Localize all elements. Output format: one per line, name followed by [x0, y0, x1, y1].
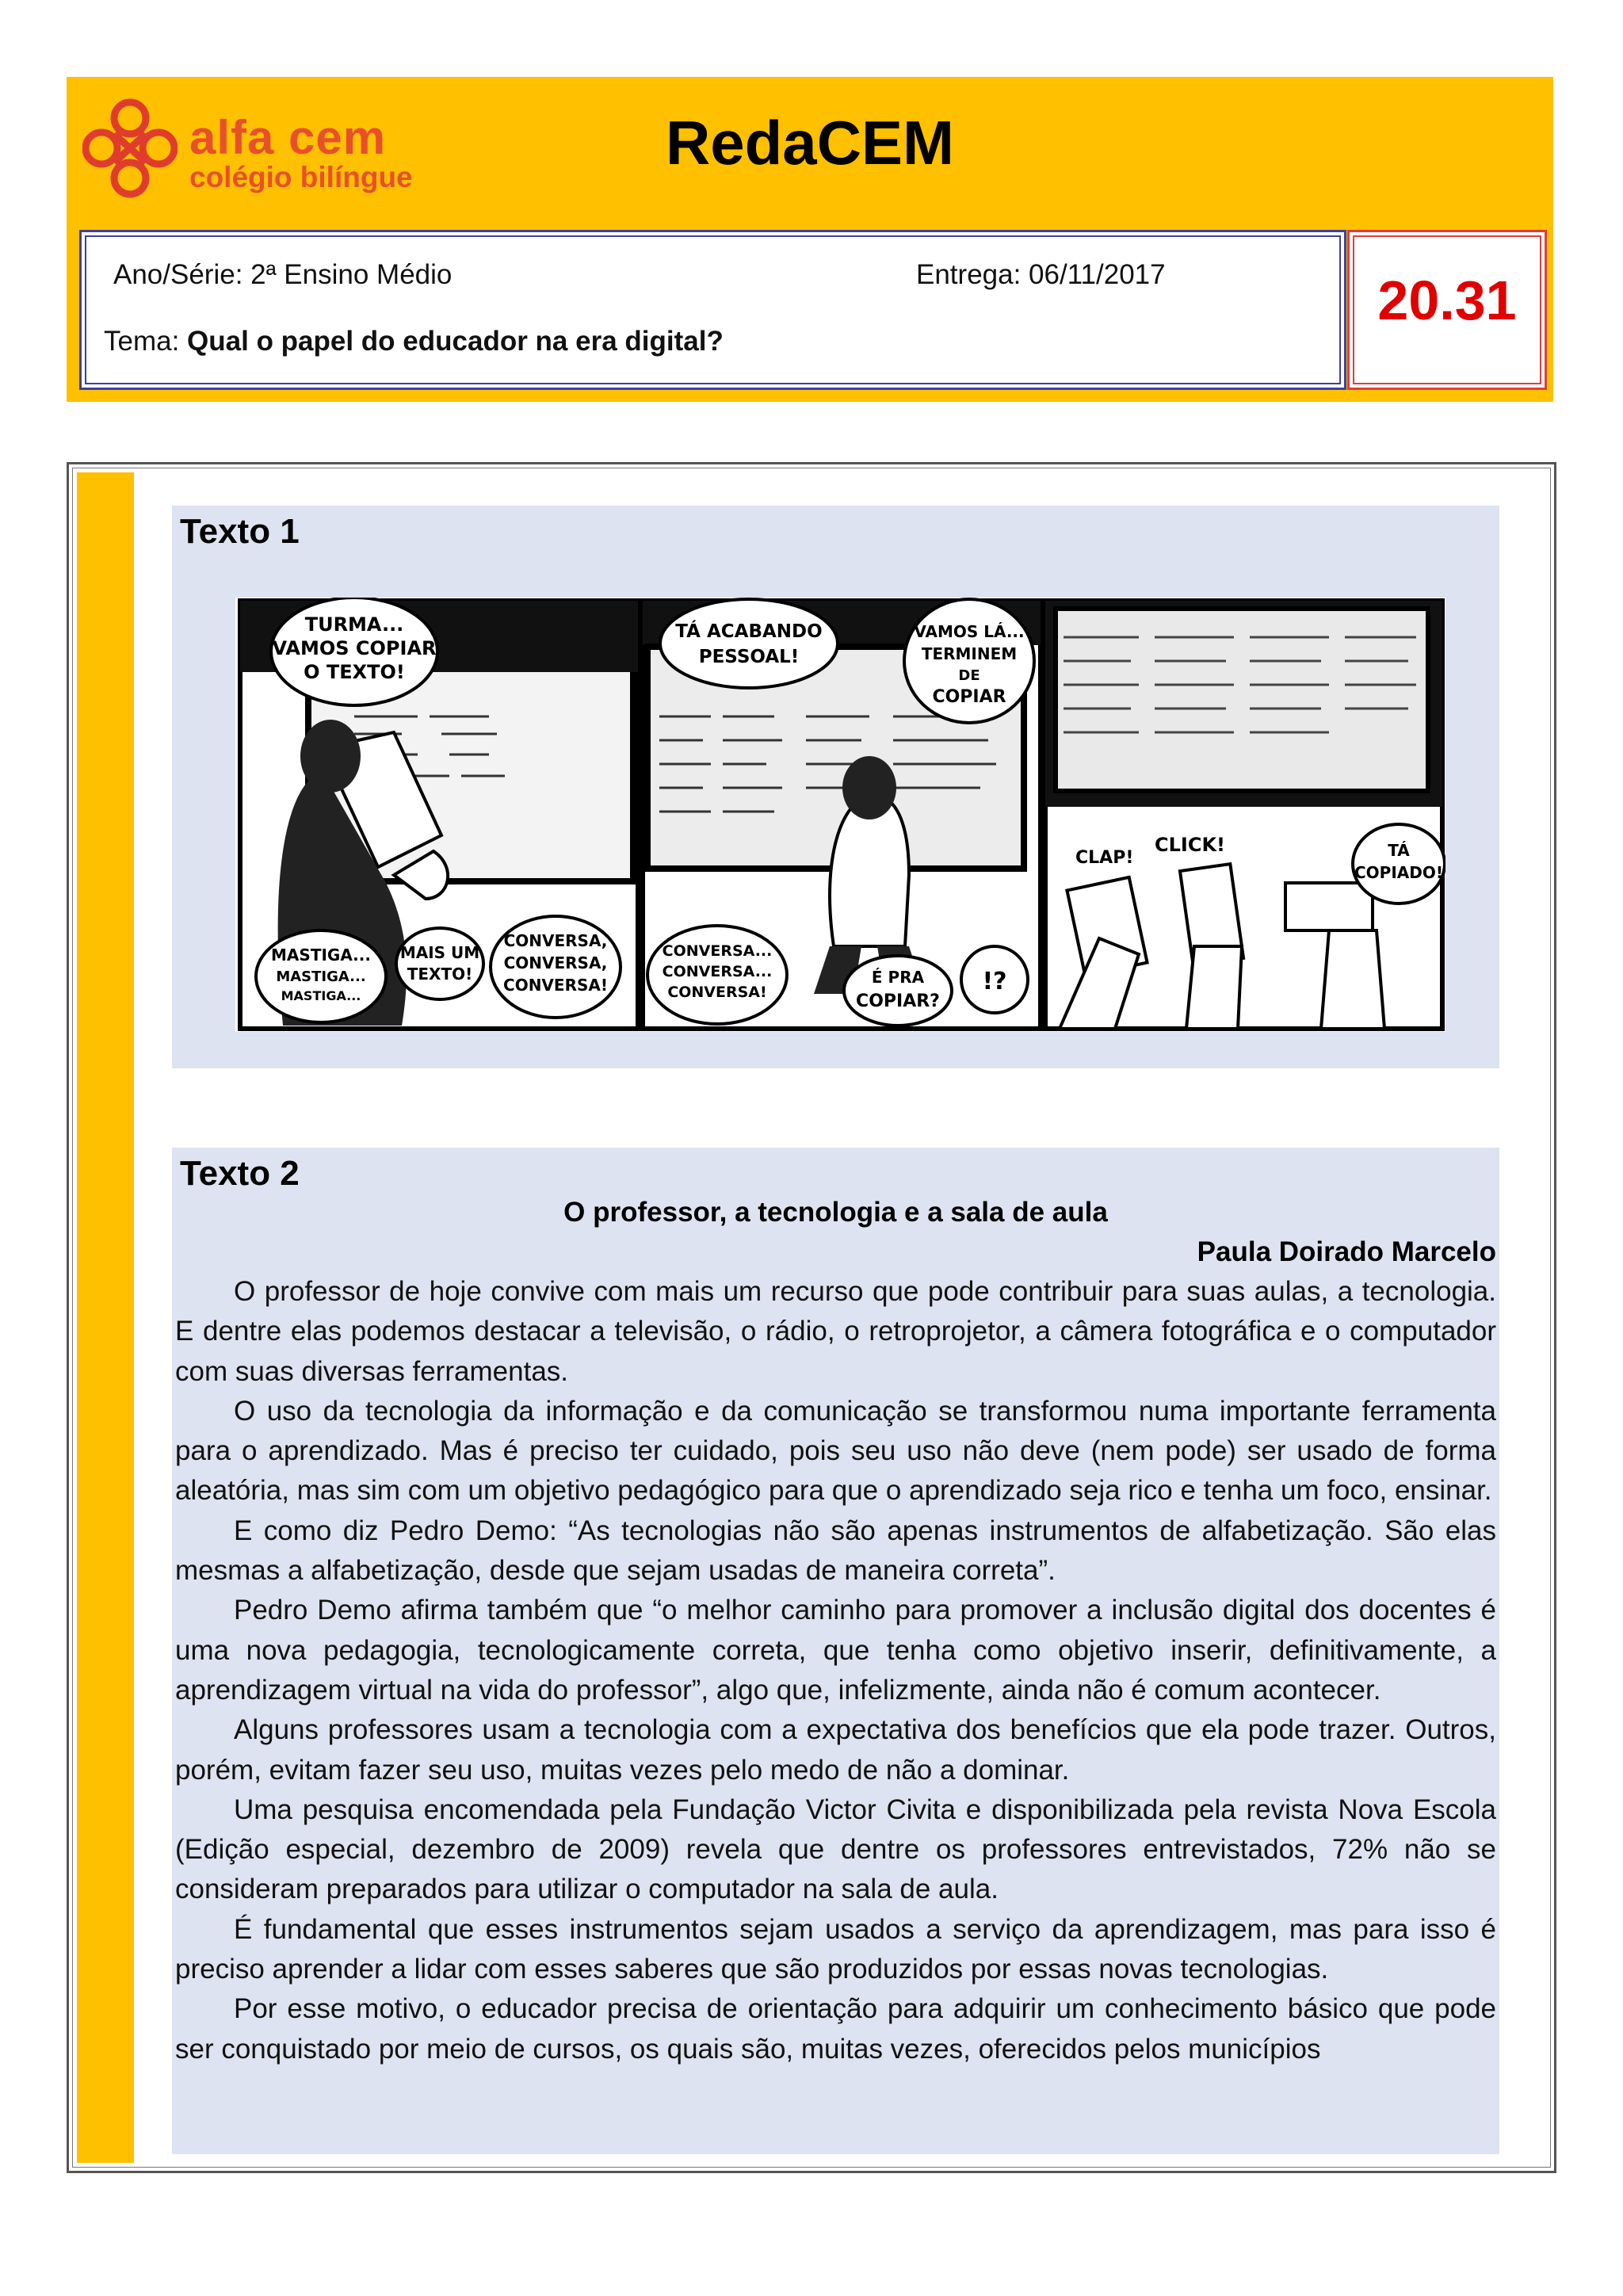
content-frame [67, 462, 1556, 2173]
p2-speech1-1: TÁ ACABANDO [675, 621, 823, 642]
p1-bottom2-1: MAIS UM [399, 943, 480, 962]
texto2-title: Texto 2 [180, 1154, 300, 1193]
p2-bottom1-3: CONVERSA! [667, 984, 767, 1001]
p3-done-2: COPIADO! [1354, 863, 1443, 882]
article-author: Paula Doirado Marcelo [1197, 1236, 1496, 1267]
theme-text: Qual o papel do educador na era digital? [187, 326, 724, 357]
paragraph: O uso da tecnologia da informação e da comunicação se transformou numa importante ferramenta para o aprendizado. Mas é preciso ter cuidado, pois seu uso não deve (nem pode) ser usado de forma aleatória, mas sim com um objetivo pedagógico para que o aprendizado seja rico e tenha um foco, ensinar. [175, 1395, 1496, 1507]
p1-bottom2-2: TEXTO! [407, 965, 473, 984]
comic-panel-2 [643, 599, 1041, 1029]
texto2-section [172, 1148, 1499, 2154]
page-title: RedaCEM [665, 108, 955, 178]
article-body [175, 1272, 1496, 2069]
p1-bottom3-1: CONVERSA, [503, 931, 608, 950]
p3-click: CLICK! [1155, 834, 1225, 856]
theme-line [104, 326, 724, 357]
paragraph: É fundamental que esses instrumentos sejam usados a serviço da aprendizagem, mas para isso é preciso aprender a lidar com esses saberes que são produzidos por essas novas tecnologias. [175, 1913, 1496, 1985]
comic-panel-3 [1045, 601, 1445, 1029]
info-box [79, 230, 1346, 390]
p1-speech-3: O TEXTO! [304, 661, 405, 683]
comic-panel-1 [240, 598, 638, 1029]
paragraph: Por esse motivo, o educador precisa de orientação para adquirir um conhecimento básico que pode ser conquistado por meio de cursos, os quais são, muitas vezes, oferecidos pelos municípios [175, 1993, 1496, 2065]
p1-speech-1: TURMA... [304, 613, 404, 636]
paragraph: O professor de hoje convive com mais um recurso que pode contribuir para suas aulas, a tecnologia. E dentre elas podemos destacar a televisão, o rádio, o retroprojetor, a câmera fotográfica e o computador com suas diversas ferramentas. [175, 1276, 1496, 1387]
p1-speech-2: VAMOS COPIAR [272, 637, 437, 659]
texto1-title: Texto 1 [180, 512, 300, 551]
p2-bottom2-1: É PRA [871, 968, 925, 987]
comic-strip [235, 598, 1445, 1032]
article-title: O professor, a tecnologia e a sala de aula [563, 1197, 1108, 1228]
paragraph: Pedro Demo afirma também que “o melhor caminho para promover a inclusão digital dos docentes é uma nova pedagogia, tecnologicamente correta, que tenha como objetivo inserir, definitivamente, a aprendizagem virtual na vida do professor”, algo que, infelizmente, ainda não é comum acontecer. [175, 1595, 1496, 1706]
code-box [1347, 230, 1547, 390]
p1-bottom3-3: CONVERSA! [503, 976, 608, 995]
grade-label: Ano/Série: 2ª Ensino Médio [113, 259, 453, 290]
p3-done-1: TÁ [1388, 841, 1410, 860]
brand-subtitle: colégio bilíngue [189, 161, 413, 193]
p2-speech2-3: DE [958, 667, 980, 684]
paragraph: Uma pesquisa encomendada pela Fundação Victor Civita e disponibilizada pela revista Nova Escola (Edição especial, dezembro de 2009) revela que dentre os professores entrevistados, 72% não se consideram preparados para utilizar o computador na sala de aula. [175, 1794, 1496, 1905]
p1-bottom3-2: CONVERSA, [503, 953, 608, 972]
p2-bottom1-1: CONVERSA... [662, 942, 773, 960]
side-bar [77, 472, 134, 2163]
paragraph: E como diz Pedro Demo: “As tecnologias não são apenas instrumentos de alfabetização. São elas mesmas a alfabetização, desde que sejam usadas de maneira correta”. [175, 1515, 1496, 1587]
p1-bottom1-3: MASTIGA... [281, 988, 361, 1003]
brand-name: alfa cem [189, 111, 387, 164]
p3-clap: CLAP! [1075, 848, 1134, 868]
p1-bottom1-1: MASTIGA... [271, 946, 371, 965]
p2-bottom2-2: COPIAR? [856, 991, 940, 1011]
delivery-date: Entrega: 06/11/2017 [916, 259, 1166, 290]
paragraph: Alguns professores usam a tecnologia com a expectativa dos benefícios que ela pode trazer. Outros, porém, evitam fazer seu uso, muitas vezes pelo medo de não a dominar. [175, 1714, 1496, 1786]
p2-bottom3: !? [982, 968, 1007, 995]
p1-bottom1-2: MASTIGA... [276, 968, 366, 985]
theme-prefix: Tema: [104, 326, 188, 357]
p2-bottom1-2: CONVERSA... [662, 963, 773, 980]
p2-speech2-2: TERMINEM [921, 644, 1018, 663]
p2-speech1-2: PESSOAL! [698, 647, 800, 667]
p2-speech2-1: VAMOS LÁ... [914, 622, 1025, 641]
texto1-section [172, 506, 1499, 1068]
p2-speech2-4: COPIAR [932, 687, 1006, 707]
essay-code: 20.31 [1377, 269, 1517, 331]
page-header [67, 77, 1553, 402]
